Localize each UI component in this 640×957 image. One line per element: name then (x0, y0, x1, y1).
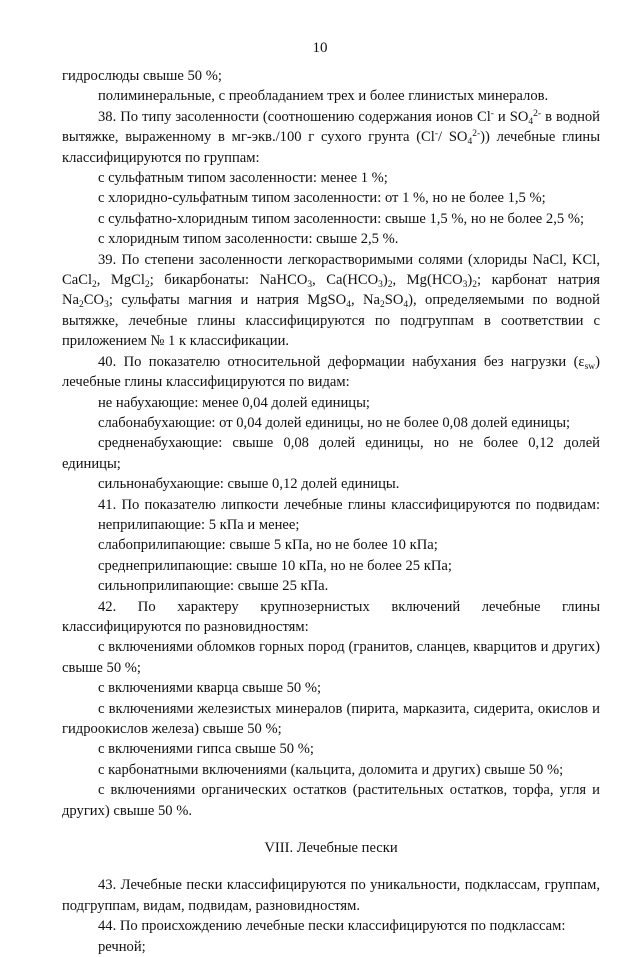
list-item: с карбонатными включениями (кальцита, доломита и других) свыше 50 %; (98, 761, 564, 778)
list-item: слабонабухающие: от 0,04 долей единицы, но не более 0,08 долей единицы; (98, 414, 571, 431)
section-heading: VIII. Лечебные пески (264, 840, 398, 857)
list-item: с включениями органических остатков (растительных остатков, торфа, угля и других) свыше 50 %. (62, 782, 600, 819)
list-item: с хлоридным типом засоленности: свыше 2,5 %. (98, 231, 399, 248)
list-item: средненабухающие: свыше 0,08 долей единицы, но не более 0,12 долей единицы; (62, 435, 600, 472)
list-item: речной; (98, 938, 146, 955)
list-item: с включениями железистых минералов (пирита, марказита, сидерита, окислов и гидроокислов железа) свыше 50 %; (62, 700, 600, 737)
paragraph-43: 43. Лечебные пески классифицируются по уникальности, подклассам, группам, подгруппам, видам, подвидам, разновидностям. (62, 877, 600, 914)
text-line: гидрослюды свыше 50 %; (62, 68, 222, 84)
list-item: неприлипающие: 5 кПа и менее; (98, 516, 300, 533)
list-item: с сульфатно-хлоридным типом засоленности: свыше 1,5 %, но не более 2,5 %; (98, 210, 585, 227)
list-item: не набухающие: менее 0,04 долей единицы; (98, 394, 370, 411)
list-item: сильноприлипающие: свыше 25 кПа. (98, 578, 329, 595)
document-body (62, 66, 600, 957)
paragraph-39: 39. По степени засоленности легкорастворимыми солями (хлориды NaCl, KCl, CaCl$_2$, MgCl$_2$; бикарбонаты: NaHCO$_3$, $Ca(HCO_3)_2$, $Mg(HCO_3)_2$; карбонат натрия $Na_2CO_3$; сульфаты магния и натрия MgSO$_4$, $Na_2SO_4$), определяемыми по водной вытяжке, лечебные глины классифицируются по подгруппам в соответствии с приложением № 1 к классификации. (62, 251, 601, 350)
paragraph-38: 38. По типу засоленности (соотношению содержания ионов Cl- и $SO_4^{2-}$ в водной вытяжке, выраженному в мг-экв./100 г сухого грунта (Cl-/ $SO_4^{2-}$)) лечебные глины классифицируются по группам: (62, 108, 601, 166)
paragraph-42: 42. По характеру крупнозернистых включений лечебные глины классифицируются по разновидностям: (62, 598, 600, 635)
list-item: с хлоридно-сульфатным типом засоленности: от 1 %, но не более 1,5 %; (98, 190, 546, 207)
list-item: с сульфатным типом засоленности: менее 1 %; (98, 170, 388, 187)
page-number: 10 (312, 40, 328, 56)
text-line: полиминеральные, с преобладанием трех и более глинистых минералов. (98, 88, 549, 105)
list-item: с включениями обломков горных пород (гранитов, сланцев, кварцитов и других) свыше 50 %; (62, 639, 600, 676)
paragraph-44: 44. По происхождению лечебные пески классифицируются по подклассам: (98, 918, 566, 935)
list-item: среднеприлипающие: свыше 10 кПа, но не более 25 кПа; (98, 557, 452, 574)
list-item: с включениями гипса свыше 50 %; (98, 741, 314, 758)
paragraph-40: 40. По показателю относительной деформации набухания без нагрузки $(\varepsilon_{sw})$ лечебные глины классифицируются по видам: (62, 353, 600, 391)
list-item: с включениями кварца свыше 50 %; (98, 680, 322, 697)
paragraph-41: 41. По показателю липкости лечебные глины классифицируются по подвидам: (98, 496, 600, 513)
list-item: сильнонабухающие: свыше 0,12 долей единицы. (98, 476, 400, 493)
list-item: слабоприлипающие: свыше 5 кПа, но не более 10 кПа; (98, 537, 438, 554)
